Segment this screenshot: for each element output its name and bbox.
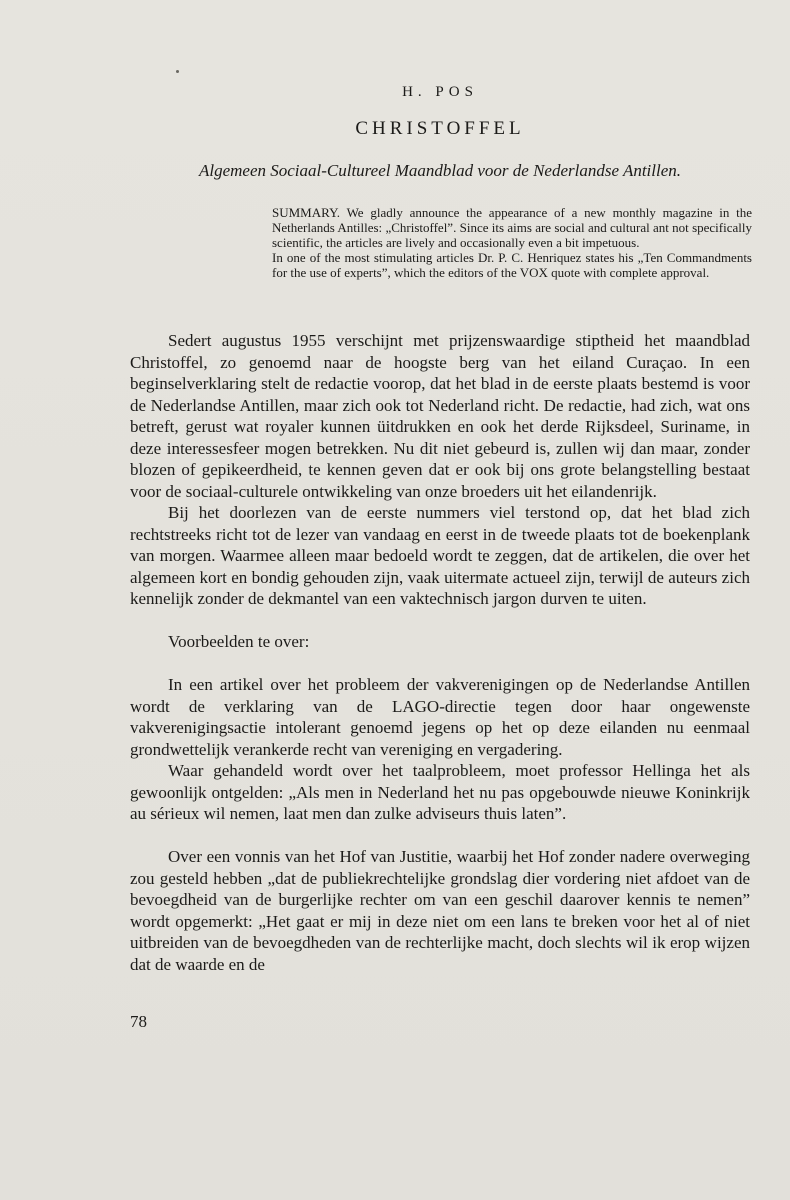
summary-paragraph: SUMMARY. We gladly announce the appearance of a new monthly magazine in the Netherlands Antilles: „Christoffel”. Since its aims are social and cultural ant not specifically scientific, the articles are lively and occasionally even a bit impetuous. [272, 205, 752, 250]
body-paragraph: Voorbeelden te over: [168, 632, 310, 651]
article-body [130, 330, 750, 975]
body-paragraph: In een artikel over het probleem der vakverenigingen op de Nederlandse Antillen wordt de verklaring van de LAGO-directie tegen door haar ongewenste vakverenigingsactie intolerant genoemd jegens op het op deze eilanden nu eenmaal grondwettelijk verankerde recht van vereniging en vergadering. [130, 675, 750, 759]
print-speck [176, 70, 179, 73]
page-number: 78 [130, 1012, 147, 1031]
article-title: CHRISTOFFEL [355, 118, 525, 139]
body-paragraph: Over een vonnis van het Hof van Justitie, waarbij het Hof zonder nadere overweging zou gesteld hebben „dat de publiekrechtelijke grondslag dier vordering niet afdoet van de bevoegdheid van de burgerlijke rechter om van een geschil daarover kennis te nemen” wordt opgemerkt: „Het gaat er mij in deze niet om een lans te breken voor het al of niet uitbreiden van de bevoegdheden van de rechterlijke macht, doch slechts wil ik erop wijzen dat de waarde en de [130, 847, 750, 974]
body-paragraph: Sedert augustus 1955 verschijnt met prijzenswaardige stiptheid het maandblad Christoffel, zo genoemd naar de hoogste berg van het eiland Curaçao. In een beginselverklaring stelt de redactie voorop, dat het blad in de eerste plaats bestemd is voor de Nederlandse Antillen, maar zich ook tot Nederland richt. De redactie, had zich, wat ons betreft, gerust wat royaler kunnen üitdrukken en ook het derde Rijksdeel, Suriname, in deze interessesfeer mogen betrekken. Nu dit niet gebeurd is, zullen wij dan maar, zonder blozen of gepikeerdheid, te kennen geven dat er ook bij ons grote belangstelling bestaat voor de sociaal-culturele ontwikkeling van onze broeders uit het eilandenrijk. [130, 331, 750, 501]
summary-paragraph: In one of the most stimulating articles Dr. P. C. Henriquez states his „Ten Commandments for the use of experts”, which the editors of the VOX quote with complete approval. [272, 250, 752, 280]
article-subtitle: Algemeen Sociaal-Cultureel Maandblad voor de Nederlandse Antillen. [198, 161, 682, 180]
summary-block [272, 205, 752, 280]
body-paragraph: Waar gehandeld wordt over het taalprobleem, moet professor Hellinga het als gewoonlijk ontgelden: „Als men in Nederland het nu pas opgebouwde nieuwe Koninkrijk au sérieux wil nemen, laat men dan zulke adviseurs thuis laten”. [130, 761, 750, 823]
body-paragraph: Bij het doorlezen van de eerste nummers viel terstond op, dat het blad zich rechtstreeks richt tot de lezer van vandaag en eerst in de tweede plaats tot de boekenplank van morgen. Waarmee alleen maar bedoeld wordt te zeggen, dat de artikelen, die over het algemeen kort en bondig gehouden zijn, vaak uitermate actueel zijn, terwijl de auteurs zich kennelijk zonder de dekmantel van een vaktechnisch jargon durven te uiten. [130, 503, 750, 608]
article-author: H. POS [402, 84, 478, 100]
